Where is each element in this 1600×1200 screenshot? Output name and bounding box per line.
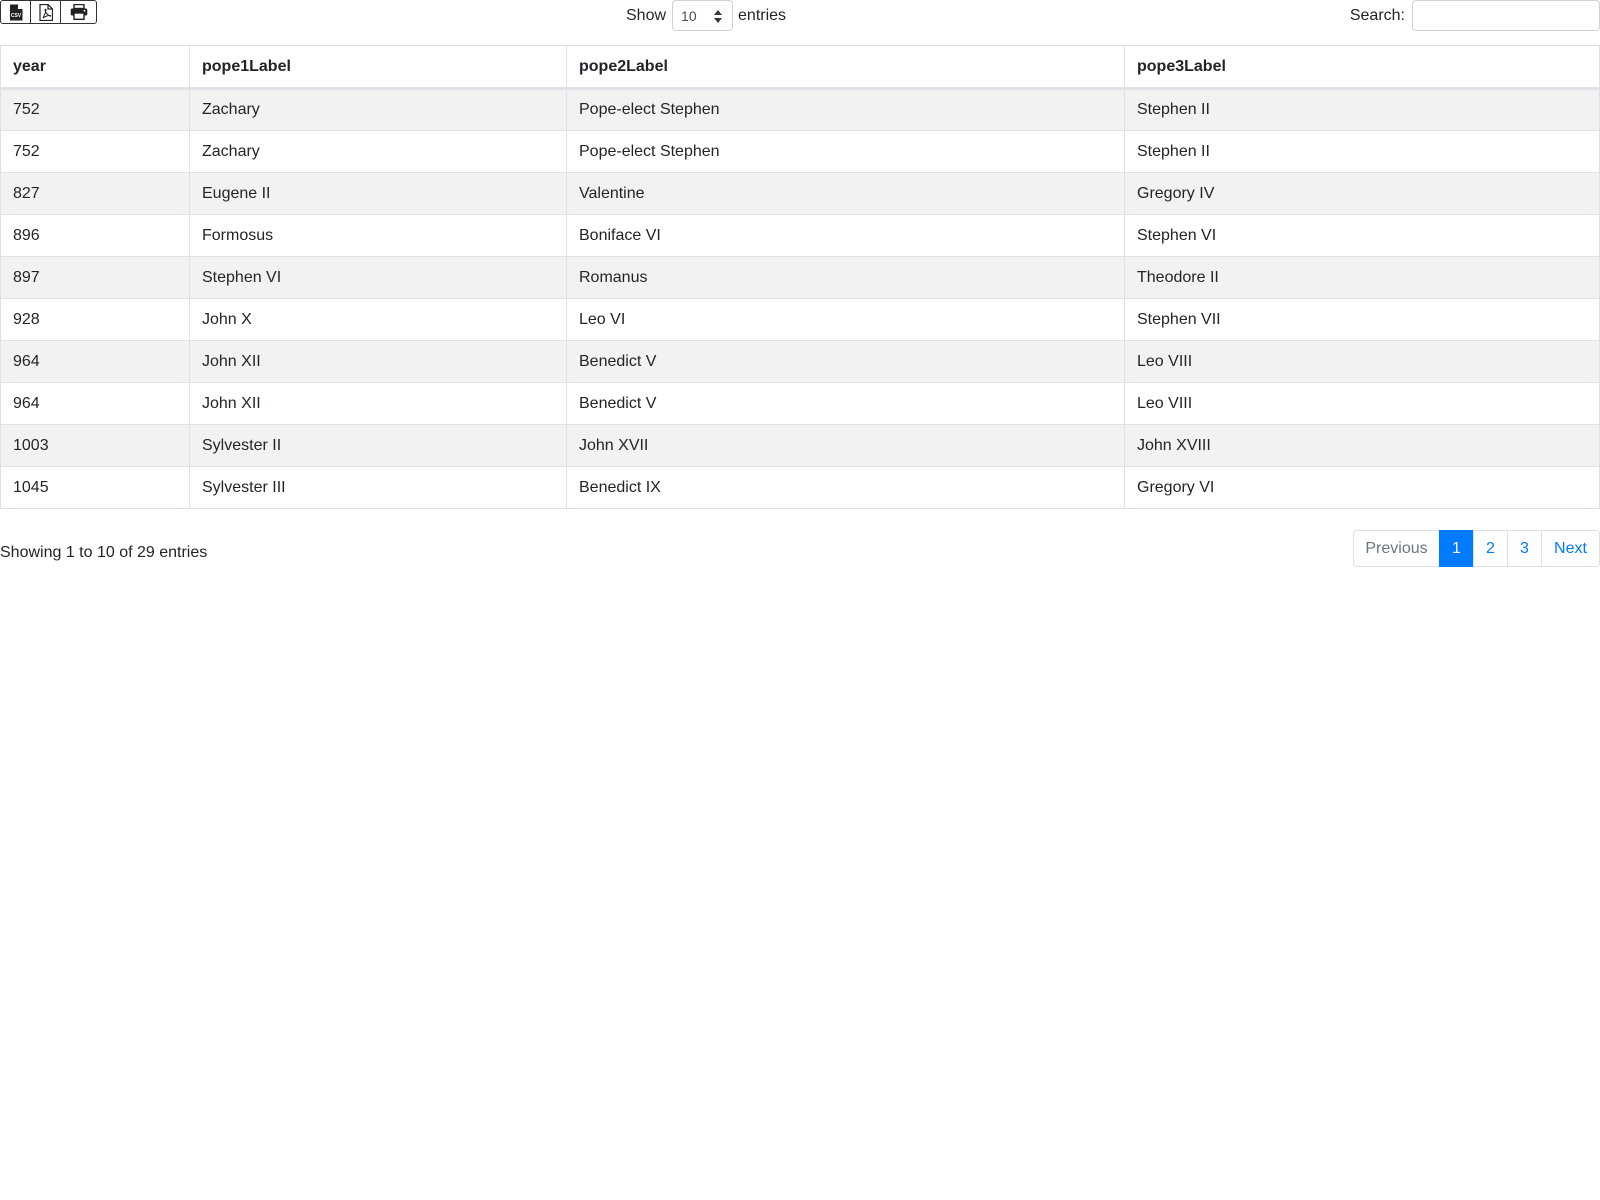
cell-pope1: Zachary <box>190 131 567 173</box>
table-row <box>1 131 1600 173</box>
table-row <box>1 299 1600 341</box>
table-header <box>1 46 1600 89</box>
cell-pope1: Sylvester II <box>190 425 567 467</box>
cell-pope3: Leo VIII <box>1125 341 1600 383</box>
cell-year: 928 <box>1 299 190 341</box>
page-length-select[interactable] <box>672 0 733 31</box>
cell-pope1: Stephen VI <box>190 257 567 299</box>
cell-pope3: John XVIII <box>1125 425 1600 467</box>
file-csv-icon <box>9 4 23 21</box>
cell-pope3: Gregory VI <box>1125 467 1600 509</box>
cell-pope3: Stephen VII <box>1125 299 1600 341</box>
cell-pope3: Stephen VI <box>1125 215 1600 257</box>
cell-pope1: Formosus <box>190 215 567 257</box>
cell-year: 897 <box>1 257 190 299</box>
print-button[interactable] <box>61 1 96 23</box>
cell-pope1: John X <box>190 299 567 341</box>
pagination-previous-button[interactable]: Previous <box>1353 530 1440 567</box>
table-row <box>1 341 1600 383</box>
length-suffix-label: entries <box>738 7 787 24</box>
cell-pope3: Stephen II <box>1125 131 1600 173</box>
pagination <box>1353 530 1600 567</box>
cell-pope2: Benedict IX <box>567 467 1125 509</box>
cell-year: 752 <box>1 89 190 131</box>
table-info: Showing 1 to 10 of 29 entries <box>0 544 208 561</box>
export-button-group <box>0 0 97 24</box>
cell-pope3: Gregory IV <box>1125 173 1600 215</box>
pagination-next-button[interactable]: Next <box>1541 530 1600 567</box>
page-length-value: 10 <box>681 7 697 24</box>
cell-year: 964 <box>1 383 190 425</box>
column-header-pope2[interactable]: pope2Label <box>567 46 1125 89</box>
cell-pope2: Pope-elect Stephen <box>567 89 1125 131</box>
cell-pope2: Leo VI <box>567 299 1125 341</box>
cell-year: 1045 <box>1 467 190 509</box>
cell-pope2: Valentine <box>567 173 1125 215</box>
cell-pope1: John XII <box>190 341 567 383</box>
pagination-page-2[interactable]: 2 <box>1473 530 1508 567</box>
search-control <box>1350 0 1600 31</box>
table-row <box>1 257 1600 299</box>
cell-pope1: Sylvester III <box>190 467 567 509</box>
export-pdf-button[interactable] <box>31 1 61 23</box>
length-prefix-label: Show <box>626 7 667 24</box>
table-row <box>1 425 1600 467</box>
pagination-page-1[interactable]: 1 <box>1439 530 1474 567</box>
cell-pope1: Eugene II <box>190 173 567 215</box>
print-icon <box>70 4 88 20</box>
column-header-year[interactable]: year <box>1 46 190 89</box>
cell-year: 964 <box>1 341 190 383</box>
pagination-page-3[interactable]: 3 <box>1507 530 1542 567</box>
cell-pope2: Romanus <box>567 257 1125 299</box>
cell-year: 1003 <box>1 425 190 467</box>
cell-pope2: Boniface VI <box>567 215 1125 257</box>
cell-year: 896 <box>1 215 190 257</box>
cell-pope2: Benedict V <box>567 341 1125 383</box>
table-row <box>1 467 1600 509</box>
cell-pope3: Stephen II <box>1125 89 1600 131</box>
header-row <box>1 46 1600 89</box>
cell-pope2: John XVII <box>567 425 1125 467</box>
export-csv-button[interactable] <box>1 1 31 23</box>
csv-glyph: CSV <box>10 12 21 19</box>
file-pdf-icon <box>39 4 53 21</box>
cell-pope1: Zachary <box>190 89 567 131</box>
table-row <box>1 215 1600 257</box>
cell-pope3: Theodore II <box>1125 257 1600 299</box>
column-header-pope3[interactable]: pope3Label <box>1125 46 1600 89</box>
cell-year: 827 <box>1 173 190 215</box>
table-row <box>1 383 1600 425</box>
cell-year: 752 <box>1 131 190 173</box>
search-label: Search: <box>1349 6 1405 24</box>
results-table <box>0 45 1600 509</box>
cell-pope3: Leo VIII <box>1125 383 1600 425</box>
select-arrows-icon <box>714 10 722 23</box>
cell-pope2: Pope-elect Stephen <box>567 131 1125 173</box>
table-row <box>1 89 1600 131</box>
search-input[interactable] <box>1412 0 1600 31</box>
page-length-control <box>626 0 786 31</box>
cell-pope2: Benedict V <box>567 383 1125 425</box>
table-row <box>1 173 1600 215</box>
table-body <box>1 89 1600 509</box>
cell-pope1: John XII <box>190 383 567 425</box>
column-header-pope1[interactable]: pope1Label <box>190 46 567 89</box>
